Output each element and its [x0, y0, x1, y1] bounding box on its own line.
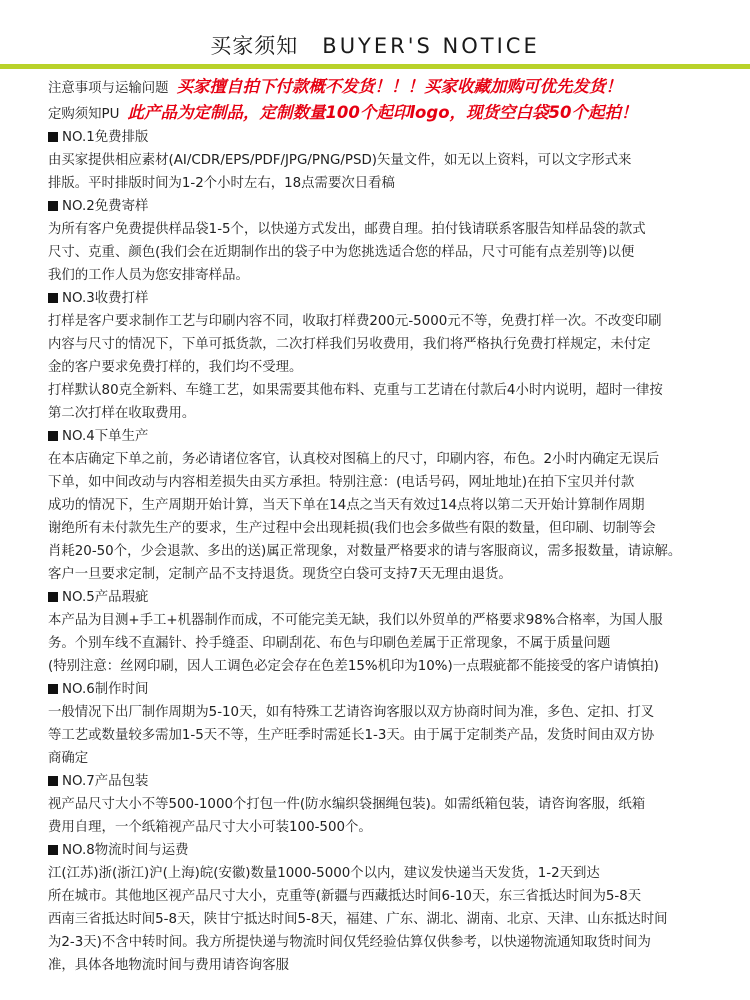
section-text-line: 由买家提供相应素材(AI/CDR/EPS/PDF/JPG/PNG/PSD)矢量文件，如无以上资料，可以文字形式来	[48, 153, 632, 168]
section-text-line: 内容与尺寸的情况下，下单可抵货款，二次打样我们另收费用，我们将严格执行免费打样规定，未付定	[48, 337, 651, 352]
section-text-line: 排版。平时排版时间为1-2个小时左右，18点需要次日看稿	[48, 176, 395, 191]
section-text-line: 商确定	[48, 751, 89, 766]
square-bullet-icon	[48, 431, 58, 441]
section-text-line: 下单，如中间改动与内容相差损失由买方承担。特别注意：(电话号码，网址地址)在拍下宝贝并付款	[48, 475, 635, 490]
page-title-en: BUYER'S NOTICE	[322, 34, 540, 58]
section-text-line: 打样默认80克全新料、车缝工艺，如果需要其他布料、克重与工艺请在付款后4小时内说明，超时一律按	[48, 383, 663, 398]
section-text-line: 肖耗20-50个，少会退款、多出的送)属正常现象，对数量严格要求的请与客服商议，需多报数量，请谅解。	[48, 544, 682, 559]
section-text-line: 江(江苏)浙(浙江)沪(上海)皖(安徽)数量1000-5000个以内，建议发快递当天发货，1-2天到达	[48, 866, 600, 881]
section-heading-text: NO.8物流时间与运费	[62, 843, 189, 858]
section-text-line: (特别注意：丝网印刷，因人工调色必定会存在色差15%机印为10%)一点瑕疵都不能接受的客户请慎拍)	[48, 659, 659, 674]
square-bullet-icon	[48, 293, 58, 303]
section-heading-text: NO.3收费打样	[62, 291, 149, 306]
square-bullet-icon	[48, 201, 58, 211]
section-text-line: 第二次打样在收取费用。	[48, 406, 196, 421]
section-text-line: 所在城市。其他地区视产品尺寸大小，克重等(新疆与西藏抵达时间6-10天，东三省抵达时间为5-8天	[48, 889, 642, 904]
section-heading-text: NO.2免费寄样	[62, 199, 149, 214]
section-heading	[48, 287, 738, 310]
section-heading-text: NO.1免费排版	[62, 130, 149, 145]
section-text-line: 务。个别车线不直漏针、拎手缝歪、印刷刮花、布色与印刷色差属于正常现象，不属于质量问题	[48, 636, 611, 651]
section-heading	[48, 126, 738, 149]
notice-line	[48, 100, 738, 126]
section-heading	[48, 586, 738, 609]
square-bullet-icon	[48, 845, 58, 855]
section-heading	[48, 678, 738, 701]
section-text-line: 准，具体各地物流时间与费用请咨询客服	[48, 958, 290, 973]
section-text-line: 费用自理，一个纸箱视产品尺寸大小可装100-500个。	[48, 820, 372, 835]
section-text-line: 我们的工作人员为您安排寄样品。	[48, 268, 249, 283]
section-heading	[48, 195, 738, 218]
section-text-line: 本产品为目测+手工+机器制作而成，不可能完美无缺，我们以外贸单的严格要求98%合格率，为国人服	[48, 613, 663, 628]
section-text-line: 等工艺或数量较多需加1-5天不等，生产旺季时需延长1-3天。由于属于定制类产品，发货时间由双方协	[48, 728, 655, 743]
section-text-line: 金的客户要求免费打样的，我们均不受理。	[48, 360, 303, 375]
section-heading-text: NO.7产品包装	[62, 774, 149, 789]
notice-content	[48, 74, 738, 977]
notice-warning-text: 此产品为定制品，定制数量100个起印logo，现货空白袋50个起拍！	[127, 103, 638, 122]
square-bullet-icon	[48, 592, 58, 602]
section-text-line: 客户一旦要求定制，定制产品不支持退货。现货空白袋可支持7天无理由退货。	[48, 567, 512, 582]
page-title	[0, 30, 750, 60]
section-heading	[48, 770, 738, 793]
section-text-line: 尺寸、克重、颜色(我们会在近期制作出的袋子中为您挑选适合您的样品，尺寸可能有点差别等)以便	[48, 245, 635, 260]
notice-label: 定购须知PU	[48, 107, 120, 122]
square-bullet-icon	[48, 776, 58, 786]
notice-warning-text: 买家擅自拍下付款概不发货！！！买家收藏加购可优先发货！	[176, 77, 623, 96]
section-text-line: 成功的情况下，生产周期开始计算，当天下单在14点之当天有效过14点将以第二天开始计算制作周期	[48, 498, 645, 513]
page-title-cn: 买家须知	[210, 34, 299, 58]
section-text-line: 一般情况下出厂制作周期为5-10天，如有特殊工艺请咨询客服以双方协商时间为准，多色、定扣、打叉	[48, 705, 655, 720]
section-heading-text: NO.5产品瑕疵	[62, 590, 149, 605]
section-text-line: 打样是客户要求制作工艺与印刷内容不同，收取打样费200元-5000元不等，免费打样一次。不改变印刷	[48, 314, 662, 329]
section-heading	[48, 839, 738, 862]
section-text-line: 在本店确定下单之前，务必请诸位客官，认真校对图稿上的尺寸，印刷内容，布色。2小时内确定无误后	[48, 452, 660, 467]
section-text-line: 谢绝所有未付款先生产的要求，生产过程中会出现耗损(我们也会多做些有限的数量，但印刷、切制等会	[48, 521, 656, 536]
header-divider	[0, 64, 750, 69]
square-bullet-icon	[48, 684, 58, 694]
notice-line	[48, 74, 738, 100]
notice-label: 注意事项与运输问题	[48, 81, 169, 96]
notice-sections	[48, 126, 738, 977]
section-text-line: 为2-3天)不含中转时间。我方所提快递与物流时间仅凭经验估算仅供参考，以快递物流通知取货时间为	[48, 935, 651, 950]
notice-header	[0, 0, 750, 70]
section-heading	[48, 425, 738, 448]
section-heading-text: NO.6制作时间	[62, 682, 149, 697]
section-heading-text: NO.4下单生产	[62, 429, 149, 444]
square-bullet-icon	[48, 132, 58, 142]
section-text-line: 西南三省抵达时间5-8天，陕甘宁抵达时间5-8天，福建、广东、湖北、湖南、北京、天津、山东抵达时间	[48, 912, 668, 927]
section-text-line: 视产品尺寸大小不等500-1000个打包一件(防水编织袋捆绳包装)。如需纸箱包装，请咨询客服，纸箱	[48, 797, 646, 812]
section-text-line: 为所有客户免费提供样品袋1-5个，以快递方式发出，邮费自理。拍付钱请联系客服告知样品袋的款式	[48, 222, 646, 237]
